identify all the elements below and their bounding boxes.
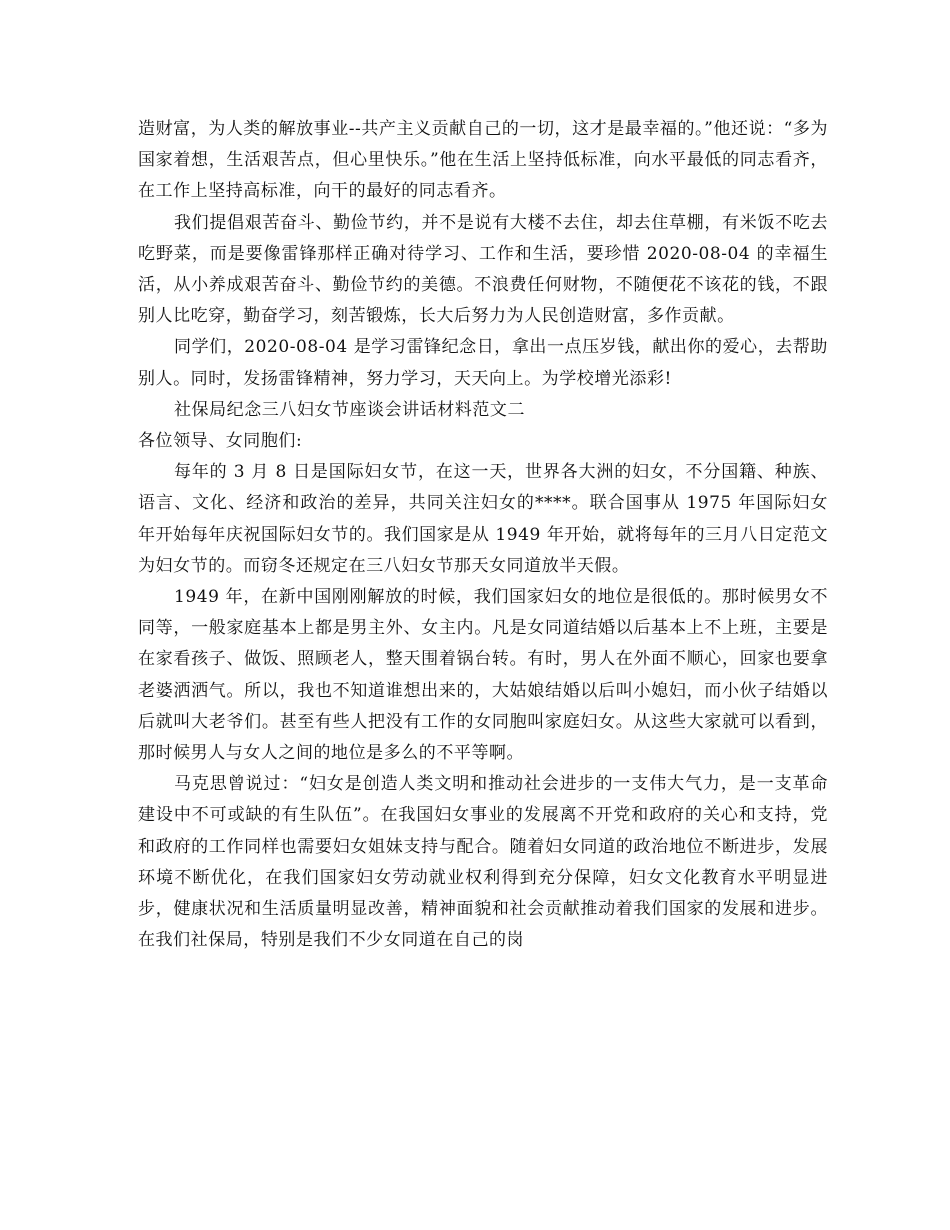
paragraph-classmates: 同学们，2020-08-04 是学习雷锋纪念日，拿出一点压岁钱，献出你的爱心，去帮助别人。同时，发扬雷锋精神，努力学习，天天向上。为学校增光添彩! <box>138 337 828 389</box>
document-body <box>138 114 828 956</box>
section-heading: 社保局纪念三八妇女节座谈会讲话材料范文二 <box>174 399 525 420</box>
paragraph-marx-quote: 马克思曾说过：“妇女是创造人类文明和推动社会进步的一支伟大气力，是一支革命建设中不可或缺的有生队伍”。在我国妇女事业的发展离不开党和政府的关心和支持，党和政府的工作同样也需要妇女姐妹支持与配合。随着妇女同道的政治地位不断进步，发展环境不断优化，在我们国家妇女劳动就业权利得到充分保障，妇女文化教育水平明显进步，健康状况和生活质量明显改善，精神面貌和社会贡献推动着我们国家的发展和进步。在我们社保局，特别是我们不少女同道在自己的岗 <box>138 774 828 951</box>
paragraph-continuation: 造财富，为人类的解放事业--共产主义贡献自己的一切，这才是最幸福的。”他还说：“多为国家着想，生活艰苦点，但心里快乐。”他在生活上坚持低标准，向水平最低的同志看齐，在工作上坚持高标准，向干的最好的同志看齐。 <box>138 119 828 202</box>
paragraph-frugality: 我们提倡艰苦奋斗、勤俭节约，并不是说有大楼不去住，却去住草棚，有米饭不吃去吃野菜，而是要像雷锋那样正确对待学习、工作和生活，要珍惜 2020-08-04 的幸福生活，从小养成艰苦奋斗、勤俭节约的美德。不浪费任何财物，不随便花不该花的钱，不跟别人比吃穿，勤奋学习，刻苦锻炼，长大后努力为人民创造财富，多作贡献。 <box>138 212 828 327</box>
salutation: 各位领导、女同胞们: <box>138 431 303 452</box>
paragraph-1949: 1949 年，在新中国刚刚解放的时候，我们国家妇女的地位是很低的。那时候男女不同等，一般家庭基本上都是男主外、女主内。凡是女同道结婚以后基本上不上班，主要是在家看孩子、做饭、照顾老人，整天围着锅台转。有时，男人在外面不顺心，回家也要拿老婆洒洒气。所以，我也不知道谁想出来的，大姑娘结婚以后叫小媳妇，而小伙子结婚以后就叫大老爷们。甚至有些人把没有工作的女同胞叫家庭妇女。从这些大家就可以看到，那时候男人与女人之间的地位是多么的不平等啊。 <box>138 587 828 764</box>
paragraph-womens-day: 每年的 3 月 8 日是国际妇女节，在这一天，世界各大洲的妇女，不分国籍、种族、语言、文化、经济和政治的差异，共同关注妇女的****。联合国事从 1975 年国际妇女年开始每年庆祝国际妇女节的。我们国家是从 1949 年开始，就将每年的三月八日定范文为妇女节的。而窃冬还规定在三八妇女节那天女同道放半天假。 <box>138 462 828 576</box>
